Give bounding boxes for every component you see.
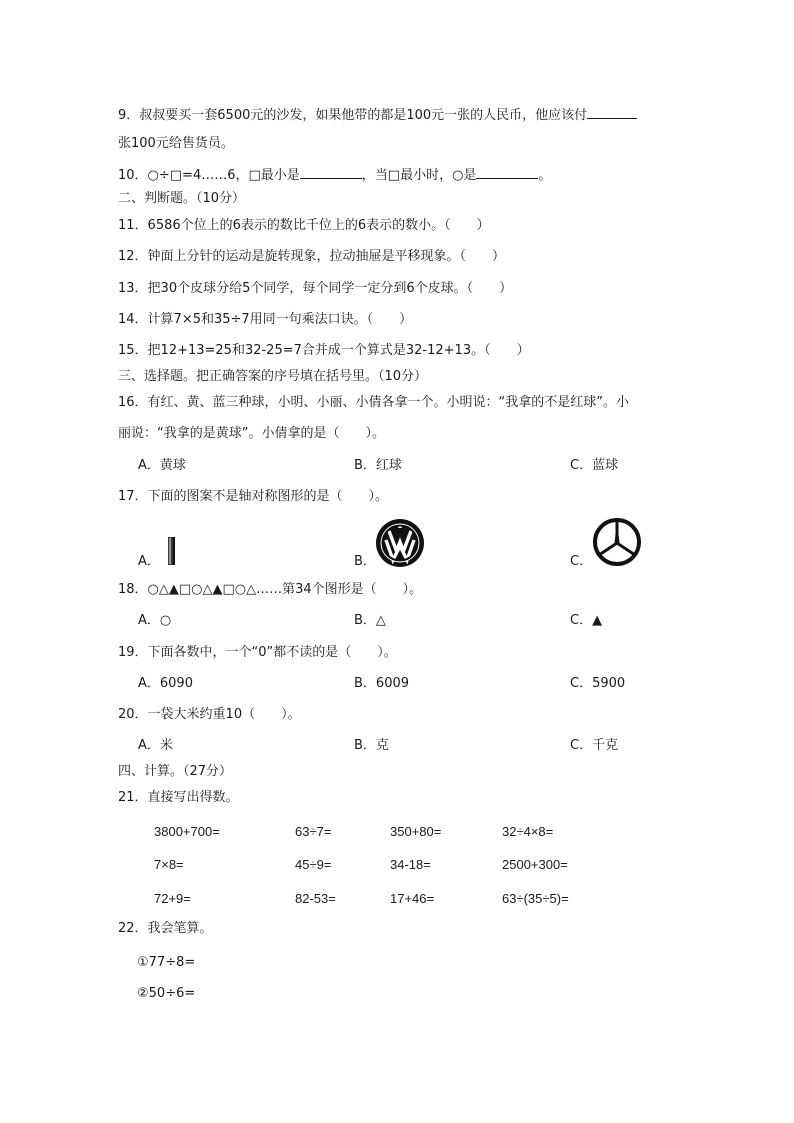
question-21: 21．直接写出得数。 bbox=[118, 790, 239, 805]
calc-item: 45÷9= bbox=[295, 857, 332, 872]
volkswagen-logo-icon bbox=[375, 518, 425, 568]
q17-option-c[interactable]: C． bbox=[570, 554, 593, 569]
question-18: 18．○△▲□○△▲□○△……第34个图形是（ ）。 bbox=[118, 582, 423, 597]
q22-item-2: ②50÷6= bbox=[137, 986, 196, 1001]
q17-option-b[interactable]: B． bbox=[354, 554, 376, 569]
ruler-bar-icon bbox=[166, 536, 178, 566]
question-9-line1: 9．叔叔要买一套6500元的沙发，如果他带的都是100元一张的人民币，他应该付 bbox=[118, 105, 637, 125]
question-19: 19．下面各数中，一个“0”都不读的是（ ）。 bbox=[118, 645, 397, 660]
section-3-heading: 三、选择题。把正确答案的序号填在括号里。（10分） bbox=[118, 369, 428, 384]
calc-item: 63÷(35÷5)= bbox=[502, 891, 569, 906]
question-20: 20．一袋大米约重10（ ）。 bbox=[118, 707, 301, 722]
q19-option-c[interactable]: C．5900 bbox=[570, 676, 626, 691]
calc-item: 72+9= bbox=[154, 891, 191, 906]
question-9-line2: 张100元给售货员。 bbox=[118, 136, 234, 151]
mercedes-star-logo-icon bbox=[591, 516, 643, 568]
q16-option-c[interactable]: C．蓝球 bbox=[570, 458, 619, 473]
q19-option-b[interactable]: B．6009 bbox=[354, 676, 410, 691]
section-2-heading: 二、判断题。（10分） bbox=[118, 191, 246, 206]
q16-option-a[interactable]: A．黄球 bbox=[138, 458, 186, 473]
question-10: 10．○÷□=4……6，□最小是 ，当□最小时，○是 。 bbox=[118, 165, 551, 185]
question-14: 14．计算7×5和35÷7用同一句乘法口诀。（ ） bbox=[118, 312, 413, 327]
answer-blank[interactable] bbox=[587, 105, 637, 119]
answer-blank[interactable] bbox=[300, 165, 362, 179]
question-17: 17．下面的图案不是轴对称图形的是（ ）。 bbox=[118, 489, 389, 504]
question-15: 15．把12+13=25和32-25=7合并成一个算式是32-12+13。（ ） bbox=[118, 343, 530, 358]
calc-item: 32÷4×8= bbox=[502, 824, 554, 839]
question-11: 11．6586个位上的6表示的数比千位上的6表示的数小。（ ） bbox=[118, 218, 490, 233]
calc-item: 7×8= bbox=[154, 857, 184, 872]
calc-item: 3800+700= bbox=[154, 824, 220, 839]
q20-option-c[interactable]: C．千克 bbox=[570, 738, 619, 753]
q18-option-b[interactable]: B．△ bbox=[354, 613, 386, 628]
question-16-line1: 16．有红、黄、蓝三种球，小明、小丽、小倩各拿一个。小明说：“我拿的不是红球”。小 bbox=[118, 395, 630, 410]
q18-option-c[interactable]: C．▲ bbox=[570, 613, 603, 628]
question-12: 12．钟面上分针的运动是旋转现象，拉动抽屉是平移现象。（ ） bbox=[118, 249, 506, 264]
section-4-heading: 四、计算。（27分） bbox=[118, 764, 233, 779]
q17-option-a[interactable]: A． bbox=[138, 554, 160, 569]
q19-option-a[interactable]: A．6090 bbox=[138, 676, 193, 691]
calc-item: 2500+300= bbox=[502, 857, 568, 872]
q16-option-b[interactable]: B．红球 bbox=[354, 458, 402, 473]
question-13: 13．把30个皮球分给5个同学，每个同学一定分到6个皮球。（ ） bbox=[118, 281, 513, 296]
answer-blank[interactable] bbox=[476, 165, 538, 179]
q18-option-a[interactable]: A．○ bbox=[138, 613, 172, 628]
calc-item: 17+46= bbox=[390, 891, 435, 906]
calc-item: 82-53= bbox=[295, 891, 336, 906]
question-16-line2: 丽说：“我拿的是黄球”。小倩拿的是（ ）。 bbox=[118, 426, 385, 441]
question-22: 22．我会笔算。 bbox=[118, 921, 213, 936]
calc-item: 34-18= bbox=[390, 857, 431, 872]
q22-item-1: ①77÷8= bbox=[137, 955, 196, 970]
q20-option-a[interactable]: A．米 bbox=[138, 738, 173, 753]
calc-item: 63÷7= bbox=[295, 824, 332, 839]
calc-item: 350+80= bbox=[390, 824, 442, 839]
q20-option-b[interactable]: B．克 bbox=[354, 738, 389, 753]
